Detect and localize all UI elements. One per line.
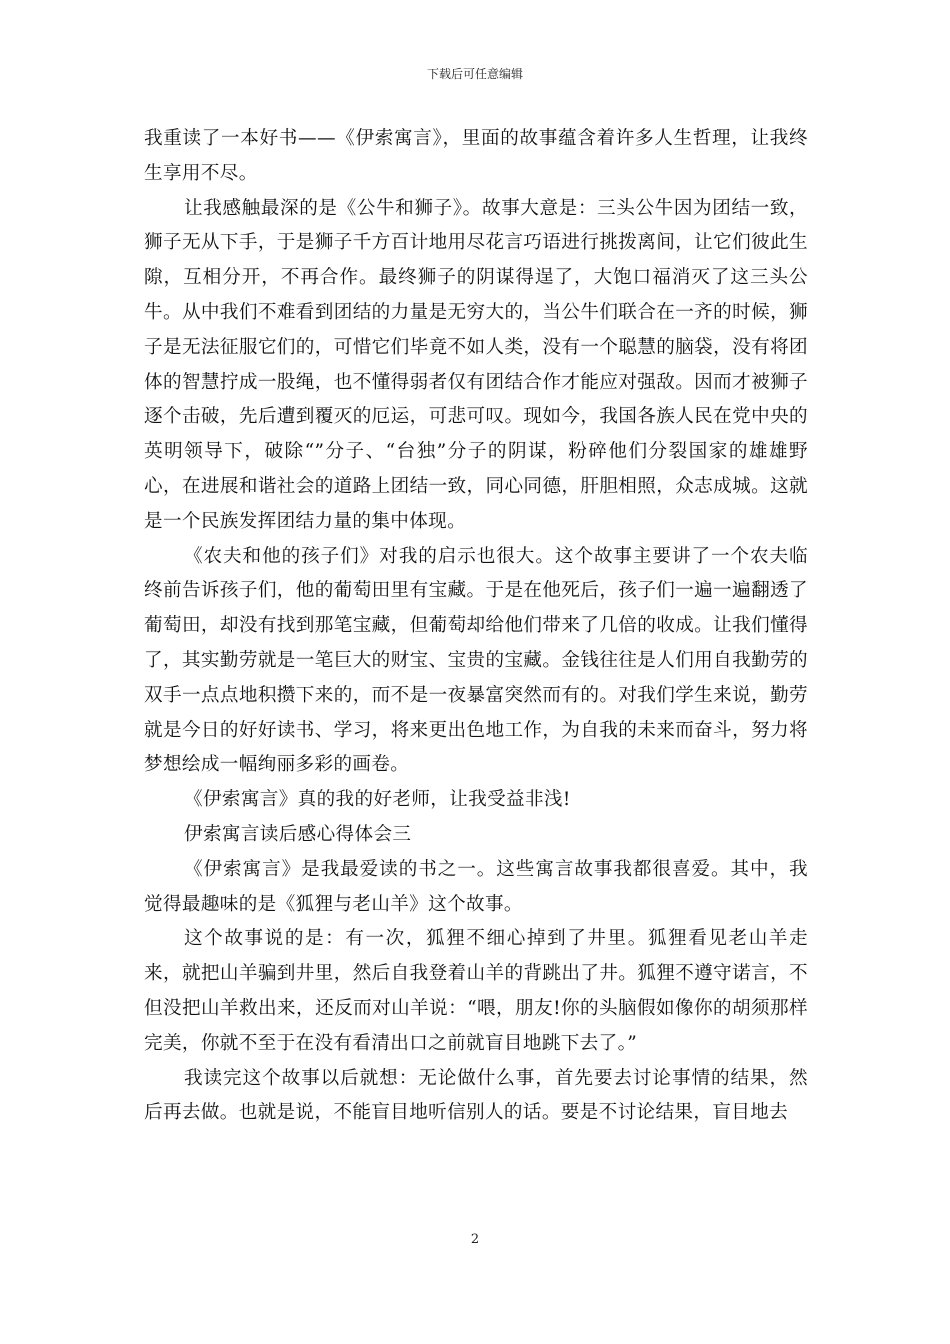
paragraph-conclusion: 《伊索寓言》真的我的好老师，让我受益非浅! [184, 789, 571, 811]
page-header: 下载后可任意编辑 [426, 67, 523, 81]
page-number: 2 [470, 1232, 480, 1247]
section-title: 伊索寓言读后感心得体会三 [184, 823, 412, 845]
paragraph-bull-and-lion: 让我感触最深的是《公牛和狮子》。故事大意是：三头公牛因为团结一致，狮子无从下手，于是狮子千方百计地用尽花言巧语进行挑拨离间，让它们彼此生隙，互相分开，不再合作。最终狮子的阴谋得逞了，大饱口福消灭了这三头公牛。从中我们不难看到团结的力量是无穷大的，当公牛们联合在一齐的时候，狮子是无法征服它们的，可惜它们毕竟不如人类，没有一个聪慧的脑袋，没有将团体的智慧拧成一股绳，也不懂得弱者仅有团结合作才能应对强敌。因而才被狮子逐个击破，先后遭到覆灭的厄运，可悲可叹。现如今，我国各族人民在党中央的英明领导下，破除“”分子、“台独”分子的阴谋，粉碎他们分裂国家的雄雄野心，在进展和谐社会的道路上团结一致，同心同德，肝胆相照，众志成城。这就是一个民族发挥团结力量的集中体现。 [144, 197, 808, 532]
paragraph-intro: 我重读了一本好书——《伊索寓言》，里面的故事蕴含着许多人生哲理，让我终生享用不尽。 [144, 128, 808, 184]
paragraph-reflection: 我读完这个故事以后就想：无论做什么事，首先要去讨论事情的结果，然后再去做。也就是说，不能盲目地听信别人的话。要是不讨论结果，盲目地去 [144, 1067, 808, 1124]
document-body [144, 122, 808, 1131]
paragraph-favorite-book: 《伊索寓言》是我最爱读的书之一。这些寓言故事我都很喜爱。其中，我觉得最趣味的是《狐狸与老山羊》这个故事。 [144, 858, 808, 915]
paragraph-farmer-and-children: 《农夫和他的孩子们》对我的启示也很大。这个故事主要讲了一个农夫临终前告诉孩子们，他的葡萄田里有宝藏。于是在他死后，孩子们一遍一遍翻透了葡萄田，却没有找到那笔宝藏，但葡萄却给他们带来了几倍的收成。让我们懂得了，其实勤劳就是一笔巨大的财宝、宝贵的宝藏。金钱往往是人们用自我勤劳的双手一点点地积攒下来的，而不是一夜暴富突然而有的。对我们学生来说，勤劳就是今日的好好读书、学习，将来更出色地工作，为自我的未来而奋斗，努力将梦想绘成一幅绚丽多彩的画卷。 [144, 545, 808, 776]
paragraph-fox-story: 这个故事说的是：有一次，狐狸不细心掉到了井里。狐狸看见老山羊走来，就把山羊骗到井里，然后自我登着山羊的背跳出了井。狐狸不遵守诺言，不但没把山羊救出来，还反而对山羊说：“喂，朋友!你的头脑假如像你的胡须那样完美，你就不至于在没有看清出口之前就盲目地跳下去了。” [144, 928, 808, 1054]
